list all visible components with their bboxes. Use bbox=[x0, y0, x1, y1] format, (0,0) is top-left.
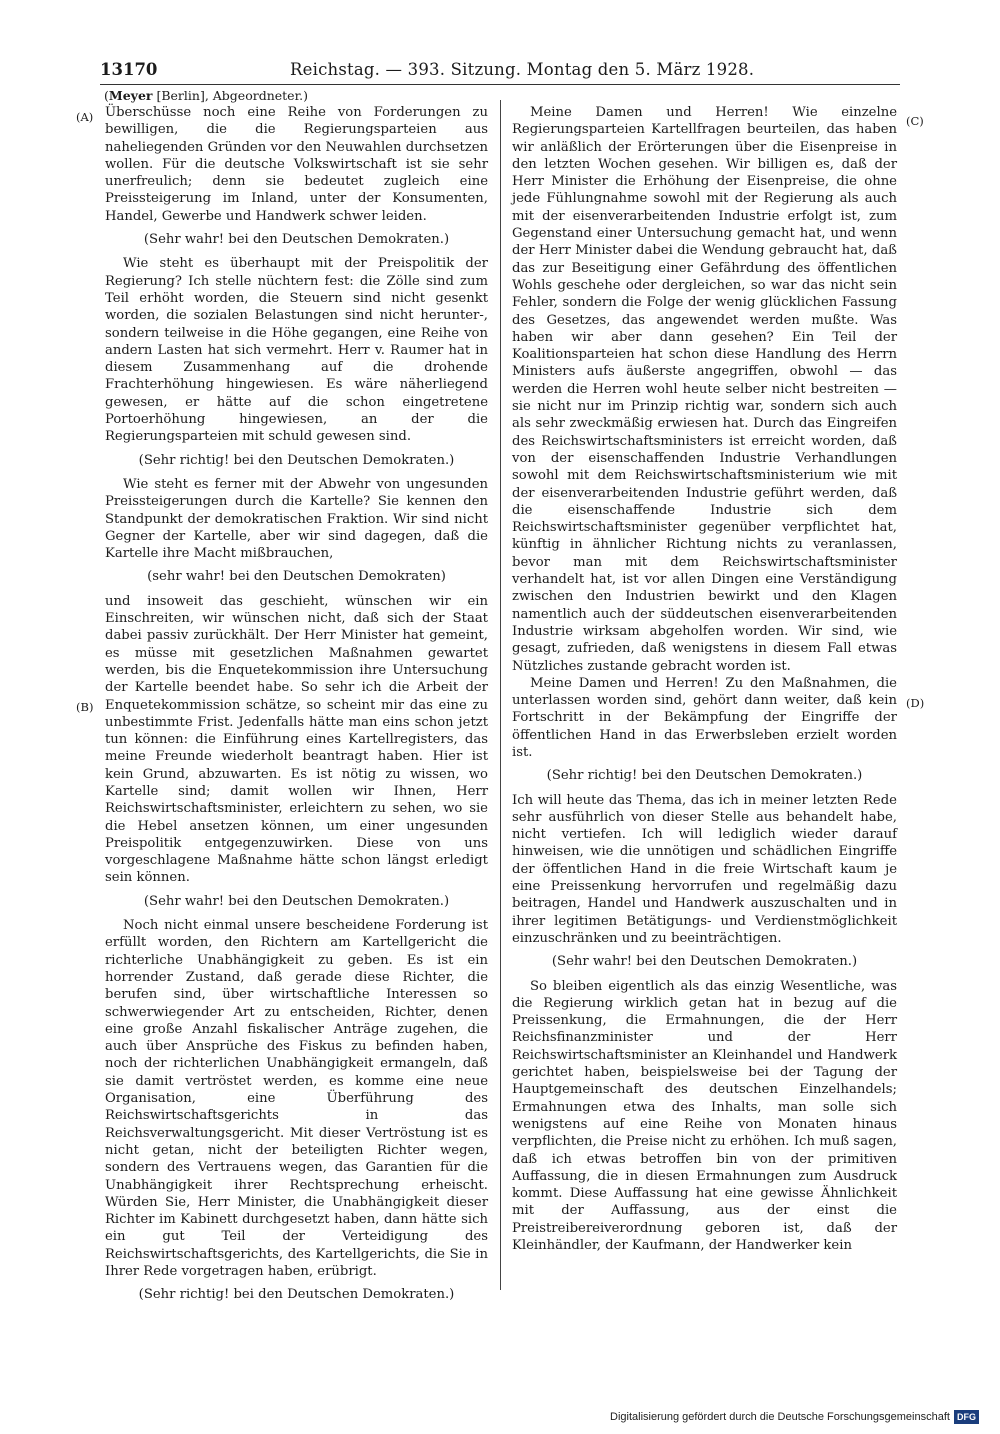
page-header bbox=[100, 60, 902, 82]
right-paragraph: Ich will heute das Thema, das ich in meiner letzten Rede sehr ausführlich von dieser Stelle aus behandelt habe, nicht vertiefen. Ich will lediglich wieder darauf hinweisen, wie die unnötigen und schädlichen Eingriffe der öffentlichen Hand in die freie Wirtschaft kaum je eine Preissenkung hervorrufen und regelmäßig dazu beitragen, Handel und Handwerk auszuschalten und in ihrer legitimen Betätigungs- und Verdienstmöglichkeit einzuschränken und zu beeinträchtigen. bbox=[512, 792, 897, 946]
left-interjection: (Sehr richtig! bei den Deutschen Demokraten.) bbox=[138, 452, 455, 468]
left-paragraph: Noch nicht einmal unsere bescheidene Forderung ist erfüllt worden, den Richtern am Kartellgericht die richterliche Unabhängigkeit zu geben. Es ist ein horrender Zustand, daß gerade diese Richter, die berufen sind, über wirtschaftliche Interessen so schwerwiegender Art zu entscheiden, Richter, denen eine große Anzahl fiskalischer Anträge zugehen, die auch über Ansprüche des Fiskus zu befinden haben, noch der richterlichen Unabhängigkeit ermangeln, daß sie damit vertröstet werden, es komme eine neue Organisation, eine Überführung des Reichswirtschaftsgerichts in das Reichsverwaltungsgericht. Mit dieser Vertröstung ist es nicht getan, nicht der beteiligten Richter wegen, sondern des Vertrauens wegen, das Garantien für die Unabhängigkeit ihrer Rechtsprechung erheischt. Würden Sie, Herr Minister, die Unabhängigkeit dieser Richter im Kabinett durchgesetzt haben, dann hätte sich ein gut Teil der Verteidigung des Reichswirtschaftsgerichts, des Kartellgerichts, die Sie in Ihrer Rede vorgetragen haben, erübrigt. bbox=[105, 918, 488, 1279]
left-interjection: (Sehr wahr! bei den Deutschen Demokraten.) bbox=[143, 232, 450, 248]
footer bbox=[610, 1409, 990, 1427]
margin-marker-a: (A) bbox=[76, 110, 94, 124]
left-interjection: (Sehr richtig! bei den Deutschen Demokraten.) bbox=[138, 1287, 455, 1303]
column-divider bbox=[500, 100, 501, 1290]
right-interjection: (Sehr wahr! bei den Deutschen Demokraten.) bbox=[551, 954, 858, 970]
right-paragraph: Meine Damen und Herren! Wie einzelne Regierungsparteien Kartellfragen beurteilen, das haben wir anläßlich der Erörterungen über die Eisenpreise in den letzten Wochen gesehen. Wir billigen es, daß der Herr Minister die Erhöhung der Eisenpreise, die ohne jede Fühlungnahme sowohl mit der Regierung als auch mit der eisenverarbeitenden Industrie erfolgt ist, zum Gegenstand einer Untersuchung gemacht hat, und wenn der Herr Minister dabei die Wendung gebraucht hat, daß das zur Beseitigung einer Gefährdung des öffentlichen Wohls geschehe oder dergleichen, so war das nicht sein Fehler, sondern die Folge der wenig glücklichen Fassung des Gesetzes, das angewendet werden mußte. Was haben wir aber dann gesehen? Ein Teil der Koalitionsparteien hat schon diese Handlung des Herrn Ministers aufs äußerste angegriffen, obwohl — das werden die Herren wohl heute selber nicht bestreiten — sie nicht nur im Prinzip richtig war, sondern sich auch als sehr zweckmäßig erwiesen hat. Durch das Eingreifen des Reichswirtschaftsministers ist erreicht worden, daß von der eisenschaffenden Industrie Verhandlungen sowohl mit dem Reichswirtschaftsministerium wie mit der eisenverarbeitenden Industrie geführt werden, daß die eisenschaffende Industrie sich dem Reichswirtschaftsminister gegenüber verpflichtet hat, künftig in ähnlicher Richtung nichts zu veranlassen, bevor man mit dem Reichswirtschaftsminister verhandelt hat, ist vor allen Dingen eine Verständigung zwischen den Industrien bewirkt und den Klagen namentlich auch der süddeutschen eisenverarbeitenden Industrie wirksam abgeholfen worden. Wir sind, wie gesagt, zufrieden, daß wenigstens in diesem Fall etwas Nützliches zustande gebracht worden ist. bbox=[512, 105, 897, 674]
left-column bbox=[105, 104, 488, 1311]
running-title: Reichstag. — 393. Sitzung. Montag den 5. März 1928. bbox=[290, 60, 755, 79]
left-paragraph: Wie steht es ferner mit der Abwehr von ungesunden Preissteigerungen durch die Kartelle? Sie kennen den Standpunkt der demokratischen Fraktion. Wir sind nicht Gegner der Kartelle, aber wir sind dagegen, daß die Kartelle ihre Macht mißbrauchen, bbox=[105, 476, 488, 562]
left-paragraph: Wie steht es überhaupt mit der Preispolitik der Regierung? Ich stelle nüchtern fest: die Zölle sind zum Teil erhöht worden, die Steuern sind nicht gesenkt worden, die sozialen Belastungen sind nicht herunter-, sondern teilweise in die Höhe gegangen, eine Reihe von andern Lasten hat sich vermehrt. Herr v. Raumer hat in diesem Zusammenhang auf die drohende Frachterhöhung hingewiesen. Es wäre näherliegend gewesen, er hätte auf die schon eingetretene Portoerhöhung hingewiesen, an der die Regierungsparteien mit schuld gewesen sind. bbox=[105, 256, 488, 445]
header-rule bbox=[100, 84, 900, 85]
left-interjection: (sehr wahr! bei den Deutschen Demokraten) bbox=[147, 569, 446, 585]
speaker-name: Meyer bbox=[108, 88, 153, 103]
left-paragraph: und insoweit das geschieht, wünschen wir ein Einschreiten, wir wünschen nicht, daß sich der Staat dabei passiv zurückhält. Der Herr Minister hat gemeint, es müsse mit gesetzlichen Maßnahmen gewartet werden, bis die Enquetekommission ihre Untersuchung der Kartelle beendet habe. So sehr ich die Arbeit der Enquetekommission schätze, so scheint mir das eine zu unbestimmte Frist. Jedenfalls hätte man eins schon jetzt tun können: die Einführung eines Kartellregisters, das meine Freunde wiederholt beantragt haben. Hier ist kein Grund, abzuwarten. Es ist nötig zu wissen, wo Kartelle sind; damit wollen wir Ihnen, Herr Reichswirtschaftsminister, erleichtern zu sehen, wo sie die Hebel ansetzen können, um einer ungesunden Preispolitik entgegenzuwirken. Diese von uns vorgeschlagene Maßnahme hätte schon längst erledigt sein können. bbox=[105, 593, 488, 886]
page-number: 13170 bbox=[100, 60, 158, 79]
dfg-logo: DFG bbox=[954, 1410, 979, 1424]
left-interjection: (Sehr wahr! bei den Deutschen Demokraten.) bbox=[143, 893, 450, 909]
margin-marker-d: (D) bbox=[906, 696, 925, 710]
right-column bbox=[512, 104, 897, 1254]
speaker-line: (Meyer [Berlin], Abgeordneter.) bbox=[104, 88, 309, 103]
right-paragraph: So bleiben eigentlich als das einzig Wesentliche, was die Regierung wirklich getan hat in bezug auf die Preissenkung, die Ermahnungen, die der Herr Reichsfinanzminister und der Herr Reichswirtschaftsminister an Kleinhandel und Handwerk gerichtet haben, beispielsweise bei der Tagung der Hauptgemeinschaft des deutschen Einzelhandels; Ermahnungen etwa des Inhalts, man solle sich wenigstens auf eine Reihe von Monaten hinaus verpflichten, die Preise nicht zu erhöhen. Ich muß sagen, daß ich etwas betroffen bin von der primitiven Auffassung, die in diesen Ermahnungen zum Ausdruck kommt. Diese Auffassung hat eine gewisse Ähnlichkeit mit der Auffassung, aus der einst die Preistreibereiverordnung geboren ist, daß der Kleinhändler, der Kaufmann, der Handwerker kein bbox=[512, 978, 897, 1253]
right-paragraph: Meine Damen und Herren! Zu den Maßnahmen, die unterlassen worden sind, gehört dann weiter, daß kein Fortschritt in der Bekämpfung der Eingriffe der öffentlichen Hand in das Erwerbsleben erzielt worden ist. bbox=[512, 675, 897, 760]
footer-credit: Digitalisierung gefördert durch die Deutsche Forschungsgemeinschaft bbox=[610, 1411, 950, 1423]
left-paragraph: Überschüsse noch eine Reihe von Forderungen zu bewilligen, die die Regierungsparteien aus naheliegenden Gründen vor den Neuwahlen durchsetzen wollen. Für die deutsche Volkswirtschaft ist sie sehr unerfreulich; denn sie bedeutet zugleich eine Preissteigerung im Inland, unter der Konsumenten, Handel, Gewerbe und Handwerk schwer leiden. bbox=[105, 105, 488, 224]
speaker-note: [Berlin], Abgeordneter.) bbox=[156, 88, 309, 103]
margin-marker-b: (B) bbox=[76, 700, 94, 714]
margin-marker-c: (C) bbox=[906, 114, 924, 128]
right-interjection: (Sehr richtig! bei den Deutschen Demokraten.) bbox=[546, 768, 863, 784]
